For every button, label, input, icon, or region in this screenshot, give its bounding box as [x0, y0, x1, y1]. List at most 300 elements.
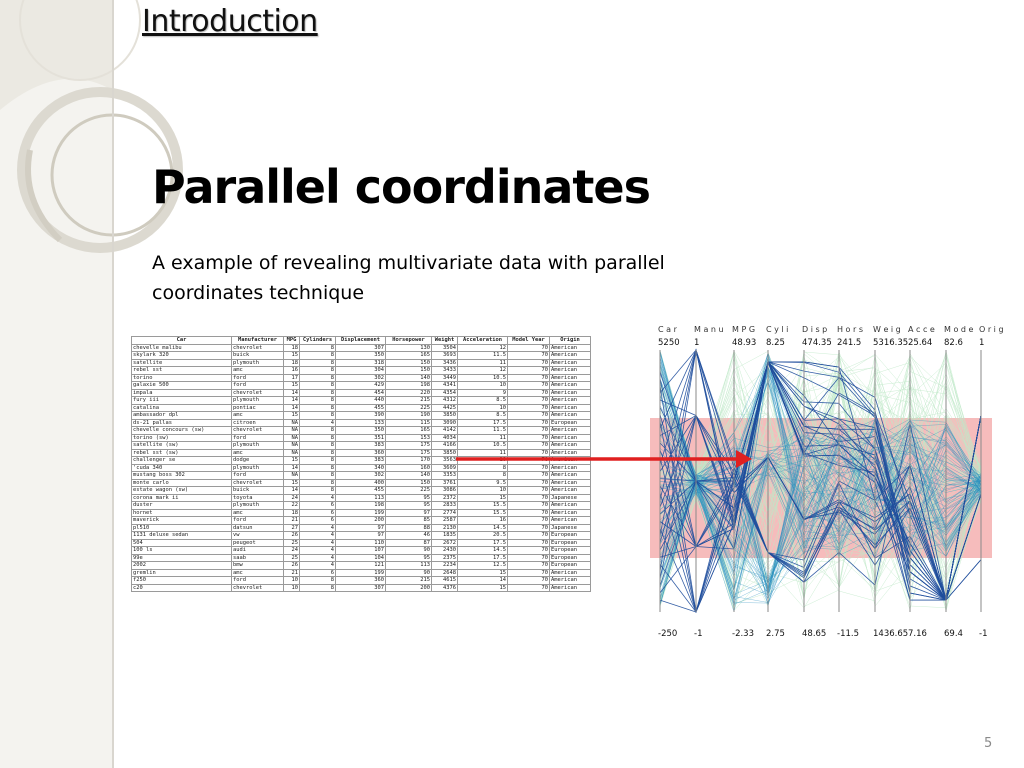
table-cell: rebel sst (sw) [132, 449, 232, 457]
table-cell: torino (sw) [132, 434, 232, 442]
table-cell: 8 [300, 464, 336, 472]
table-cell: 383 [336, 457, 386, 465]
table-cell: 70 [508, 397, 550, 405]
table-cell: 4166 [432, 442, 458, 450]
table-cell: 8 [300, 487, 336, 495]
table-cell: 390 [336, 412, 386, 420]
table-cell: 4341 [432, 382, 458, 390]
pc-axis-max: 5316.35 [873, 338, 909, 348]
table-cell: toyota [232, 494, 284, 502]
table-header-cell: Origin [550, 337, 591, 345]
table-row [132, 517, 591, 525]
table-cell: 8.5 [458, 397, 508, 405]
pc-axis-label: W e i g [873, 325, 901, 334]
table-cell: mustang boss 302 [132, 472, 232, 480]
table-cell: 8 [300, 389, 336, 397]
table-cell: 4 [300, 562, 336, 570]
table-cell: 11 [458, 359, 508, 367]
table-cell: NA [284, 427, 300, 435]
table-cell: 70 [508, 434, 550, 442]
table-cell: 2234 [432, 562, 458, 570]
table-cell: 2648 [432, 569, 458, 577]
table-cell: 190 [386, 412, 432, 420]
table-cell: saab [232, 554, 284, 562]
table-cell: ford [232, 382, 284, 390]
pc-axis-min: -2.33 [732, 629, 754, 639]
table-cell: skylark 320 [132, 352, 232, 360]
table-cell: 14.5 [458, 524, 508, 532]
table-cell: amc [232, 367, 284, 375]
pc-axis-label: O r i g [979, 325, 1004, 334]
table-cell: corona mark ii [132, 494, 232, 502]
table-cell: c20 [132, 584, 232, 592]
table-cell: 8 [458, 472, 508, 480]
pc-axis-max: 5250 [658, 338, 680, 348]
table-cell: 220 [386, 389, 432, 397]
table-cell: vw [232, 532, 284, 540]
table-cell: 10 [458, 404, 508, 412]
table-cell: ford [232, 517, 284, 525]
table-cell: 8 [300, 359, 336, 367]
pc-axis-min: 48.65 [802, 629, 827, 639]
table-cell: 140 [386, 472, 432, 480]
table-cell: 70 [508, 554, 550, 562]
table-cell: 8 [300, 397, 336, 405]
table-cell: 165 [386, 427, 432, 435]
table-row [132, 524, 591, 532]
table-cell: 10.5 [458, 374, 508, 382]
table-cell: 2375 [432, 554, 458, 562]
table-cell: 27 [284, 524, 300, 532]
table-row [132, 502, 591, 510]
table-cell: 8 [300, 449, 336, 457]
table-cell: 70 [508, 562, 550, 570]
table-row [132, 479, 591, 487]
table-cell: chevrolet [232, 344, 284, 352]
table-cell: 70 [508, 457, 550, 465]
table-cell: 307 [336, 344, 386, 352]
table-row [132, 374, 591, 382]
table-cell: 440 [336, 397, 386, 405]
table-cell: 17.5 [458, 554, 508, 562]
pc-axis-max: 1 [979, 338, 985, 348]
table-cell: 70 [508, 584, 550, 592]
table-cell: 70 [508, 412, 550, 420]
table-cell: NA [284, 449, 300, 457]
table-row [132, 509, 591, 517]
table-cell: pl510 [132, 524, 232, 532]
table-cell: 16 [284, 367, 300, 375]
cars-data-table [131, 336, 590, 592]
table-cell: 4 [300, 554, 336, 562]
table-cell: 400 [336, 479, 386, 487]
table-cell: 15 [458, 569, 508, 577]
table-cell: 25 [284, 539, 300, 547]
table-cell: catalina [132, 404, 232, 412]
table-cell: 17.5 [458, 539, 508, 547]
table-cell: 12 [458, 344, 508, 352]
table-cell: bmw [232, 562, 284, 570]
table-cell: American [550, 577, 591, 585]
table-cell: amc [232, 509, 284, 517]
table-cell: American [550, 352, 591, 360]
table-cell: 4034 [432, 434, 458, 442]
table-cell: 4312 [432, 397, 458, 405]
table-cell: 2130 [432, 524, 458, 532]
table-row [132, 569, 591, 577]
table-cell: 17 [284, 374, 300, 382]
table-header-cell: MPG [284, 337, 300, 345]
table-cell: 175 [386, 449, 432, 457]
table-cell: 140 [386, 374, 432, 382]
table-cell: 199 [336, 569, 386, 577]
table-cell: 455 [336, 487, 386, 495]
table-cell: 14 [284, 487, 300, 495]
table-cell: American [550, 487, 591, 495]
table-cell: American [550, 374, 591, 382]
table-cell: 3850 [432, 449, 458, 457]
table-cell: 121 [336, 562, 386, 570]
pc-axis-min: 1436.65 [873, 629, 909, 639]
table-cell: 70 [508, 569, 550, 577]
table-cell: 170 [386, 457, 432, 465]
table-cell: 22 [284, 502, 300, 510]
table-cell: citroen [232, 419, 284, 427]
table-body [132, 344, 591, 592]
table-cell: 8 [300, 404, 336, 412]
table-cell: 26 [284, 562, 300, 570]
table-cell: 70 [508, 464, 550, 472]
table-cell: 70 [508, 494, 550, 502]
table-cell: 1835 [432, 532, 458, 540]
pc-axis-max: 8.25 [766, 338, 785, 348]
table-cell: 10 [284, 584, 300, 592]
pc-axis-max: 82.6 [944, 338, 963, 348]
pc-axis-min: -1 [979, 629, 988, 639]
table-cell: 215 [386, 397, 432, 405]
table-cell: 3563 [432, 457, 458, 465]
table-cell: 6 [300, 569, 336, 577]
table-cell: 46 [386, 532, 432, 540]
pc-axis-max: 1 [694, 338, 700, 348]
table-header-cell: Weight [432, 337, 458, 345]
table-cell: 3436 [432, 359, 458, 367]
table-cell: 70 [508, 352, 550, 360]
pc-axis-max: 48.93 [732, 338, 757, 348]
table-cell: 351 [336, 434, 386, 442]
table-cell: ford [232, 472, 284, 480]
table-cell: American [550, 502, 591, 510]
table-cell: 3850 [432, 412, 458, 420]
table-cell: 302 [336, 374, 386, 382]
table-row [132, 449, 591, 457]
table-cell: 360 [336, 577, 386, 585]
table-cell: 70 [508, 577, 550, 585]
table-cell: 11.5 [458, 352, 508, 360]
table-cell: 225 [386, 404, 432, 412]
table-row [132, 472, 591, 480]
table-cell: 70 [508, 367, 550, 375]
table-row [132, 554, 591, 562]
table-cell: 3449 [432, 374, 458, 382]
table-cell: 4 [300, 524, 336, 532]
table-cell: 383 [336, 442, 386, 450]
pc-axis-label: M a n u [694, 325, 724, 334]
table-cell: 21 [284, 569, 300, 577]
table-cell: 8 [300, 382, 336, 390]
pc-axis-label: A c c e [908, 325, 935, 334]
table-cell: 14.5 [458, 547, 508, 555]
table-cell: dodge [232, 457, 284, 465]
table-cell: 15 [458, 584, 508, 592]
table-cell: satellite [132, 359, 232, 367]
table-cell: torino [132, 374, 232, 382]
table-row [132, 389, 591, 397]
table-cell: 15.5 [458, 502, 508, 510]
table-cell: 90 [386, 569, 432, 577]
table-cell: 307 [336, 584, 386, 592]
table-cell: plymouth [232, 502, 284, 510]
table-cell: 21 [284, 517, 300, 525]
table-cell: American [550, 442, 591, 450]
table-cell: American [550, 412, 591, 420]
table-cell: 70 [508, 524, 550, 532]
table-cell: 150 [386, 359, 432, 367]
table-cell: buick [232, 487, 284, 495]
table-cell: 3609 [432, 464, 458, 472]
table-cell: 200 [336, 517, 386, 525]
table-cell: 18 [284, 509, 300, 517]
table-cell: 175 [386, 442, 432, 450]
pc-axis-max: 25.64 [908, 338, 933, 348]
table-cell: ds-21 pallas [132, 419, 232, 427]
table-row [132, 397, 591, 405]
table-cell: 8 [300, 577, 336, 585]
table-header-cell: Cylinders [300, 337, 336, 345]
table-header-row [132, 337, 591, 345]
table-cell: 350 [336, 427, 386, 435]
slide-divider-line [112, 0, 114, 768]
table-cell: 8 [300, 367, 336, 375]
table-cell: hornet [132, 509, 232, 517]
section-title: Introduction [142, 4, 318, 39]
table-cell: 2774 [432, 509, 458, 517]
table-cell: 10 [458, 382, 508, 390]
table-cell: 130 [386, 344, 432, 352]
table-cell: 4376 [432, 584, 458, 592]
table-cell: 95 [386, 494, 432, 502]
table-cell: 20.5 [458, 532, 508, 540]
table-cell: 97 [336, 532, 386, 540]
table-row [132, 434, 591, 442]
table-cell: 6 [300, 517, 336, 525]
pc-axis-label: H o r s [837, 325, 863, 334]
table-cell: buick [232, 352, 284, 360]
table-cell: 99e [132, 554, 232, 562]
table-cell: 198 [336, 502, 386, 510]
cars-table [131, 336, 591, 592]
table-cell: American [550, 382, 591, 390]
table-header-cell: Acceleration [458, 337, 508, 345]
table-cell: 350 [336, 352, 386, 360]
parallel-coordinates-plot [650, 312, 1010, 648]
table-cell: 110 [336, 539, 386, 547]
table-cell: 6 [300, 509, 336, 517]
pc-axis-label: C y l i [766, 325, 789, 334]
table-row [132, 562, 591, 570]
table-cell: 8 [300, 352, 336, 360]
table-cell: 70 [508, 382, 550, 390]
table-cell: estate wagon (sw) [132, 487, 232, 495]
table-cell: 3353 [432, 472, 458, 480]
table-cell: 17.5 [458, 419, 508, 427]
table-cell: 429 [336, 382, 386, 390]
table-cell: 150 [386, 479, 432, 487]
table-row [132, 584, 591, 592]
table-cell: American [550, 472, 591, 480]
table-cell: 200 [386, 584, 432, 592]
pc-axis-min: -11.5 [837, 629, 859, 639]
table-cell: 2833 [432, 502, 458, 510]
table-cell: American [550, 517, 591, 525]
table-cell: 25 [284, 554, 300, 562]
table-cell: duster [132, 502, 232, 510]
table-cell: 8 [300, 427, 336, 435]
table-row [132, 442, 591, 450]
table-cell: 107 [336, 547, 386, 555]
table-cell: 8 [300, 374, 336, 382]
table-cell: ford [232, 577, 284, 585]
table-cell: American [550, 509, 591, 517]
table-cell: 15 [458, 494, 508, 502]
table-cell: European [550, 554, 591, 562]
table-cell: 70 [508, 374, 550, 382]
table-cell: 4 [300, 547, 336, 555]
table-cell: 97 [386, 509, 432, 517]
table-cell: American [550, 584, 591, 592]
table-cell: 2672 [432, 539, 458, 547]
table-cell: 4 [300, 532, 336, 540]
table-cell: European [550, 532, 591, 540]
table-cell: chevrolet [232, 427, 284, 435]
table-cell: American [550, 397, 591, 405]
table-cell: 8 [300, 344, 336, 352]
table-cell: American [550, 479, 591, 487]
page-number: 5 [984, 736, 993, 751]
table-cell: 16 [458, 517, 508, 525]
table-row [132, 547, 591, 555]
table-header-cell: Car [132, 337, 232, 345]
table-cell: 3504 [432, 344, 458, 352]
table-cell: 8 [300, 479, 336, 487]
table-cell: 1131 deluxe sedan [132, 532, 232, 540]
table-cell: galaxie 500 [132, 382, 232, 390]
table-cell: European [550, 419, 591, 427]
slide-title: Parallel coordinates [152, 160, 650, 214]
table-cell: 340 [336, 464, 386, 472]
table-cell: gremlin [132, 569, 232, 577]
table-row [132, 367, 591, 375]
table-cell: rebel sst [132, 367, 232, 375]
table-cell: 454 [336, 389, 386, 397]
table-cell: 318 [336, 359, 386, 367]
table-cell: 115 [386, 419, 432, 427]
table-cell: 97 [336, 524, 386, 532]
table-cell: American [550, 367, 591, 375]
table-cell: 304 [336, 367, 386, 375]
table-cell: 12 [458, 367, 508, 375]
table-cell: 4 [300, 494, 336, 502]
pc-axis-label: M o d e [944, 325, 974, 334]
pc-axis-min: -250 [658, 629, 678, 639]
table-cell: 104 [336, 554, 386, 562]
table-cell: American [550, 449, 591, 457]
table-cell: 455 [336, 404, 386, 412]
table-cell: 160 [386, 464, 432, 472]
pc-axis-min: -1 [694, 629, 703, 639]
table-cell: 8.5 [458, 412, 508, 420]
table-cell: 100 ls [132, 547, 232, 555]
table-cell: ford [232, 434, 284, 442]
table-cell: 15 [284, 352, 300, 360]
table-cell: American [550, 569, 591, 577]
table-cell: 70 [508, 517, 550, 525]
table-cell: 2430 [432, 547, 458, 555]
table-cell: 15 [284, 479, 300, 487]
table-cell: maverick [132, 517, 232, 525]
table-cell: 3090 [432, 419, 458, 427]
table-cell: European [550, 547, 591, 555]
table-cell: 133 [336, 419, 386, 427]
table-cell: peugeot [232, 539, 284, 547]
table-cell: American [550, 464, 591, 472]
table-cell: 70 [508, 472, 550, 480]
table-cell: 70 [508, 344, 550, 352]
table-cell: NA [284, 442, 300, 450]
table-cell: 24 [284, 547, 300, 555]
table-cell: 4 [300, 539, 336, 547]
table-row [132, 577, 591, 585]
table-cell: 4425 [432, 404, 458, 412]
table-cell: 18 [284, 359, 300, 367]
table-cell: 70 [508, 479, 550, 487]
table-cell: 150 [386, 367, 432, 375]
table-cell: 14 [284, 404, 300, 412]
table-cell: 8 [300, 412, 336, 420]
table-cell: 70 [508, 427, 550, 435]
table-cell: American [550, 404, 591, 412]
pc-axis-min: 2.75 [766, 629, 785, 639]
table-cell: 'cuda 340 [132, 464, 232, 472]
pc-axis-max: 474.35 [802, 338, 832, 348]
slide-subtitle: A example of revealing multivariate data with parallel coordinates technique [152, 252, 665, 304]
table-cell: European [550, 562, 591, 570]
table-cell: 15 [284, 382, 300, 390]
table-cell: 10 [458, 457, 508, 465]
table-cell: American [550, 427, 591, 435]
table-row [132, 539, 591, 547]
table-row [132, 359, 591, 367]
table-cell: NA [284, 434, 300, 442]
table-cell: f250 [132, 577, 232, 585]
table-cell: American [550, 359, 591, 367]
table-cell: ford [232, 374, 284, 382]
table-row [132, 419, 591, 427]
table-cell: 3693 [432, 352, 458, 360]
table-cell: plymouth [232, 397, 284, 405]
table-cell: impala [132, 389, 232, 397]
table-cell: 3761 [432, 479, 458, 487]
